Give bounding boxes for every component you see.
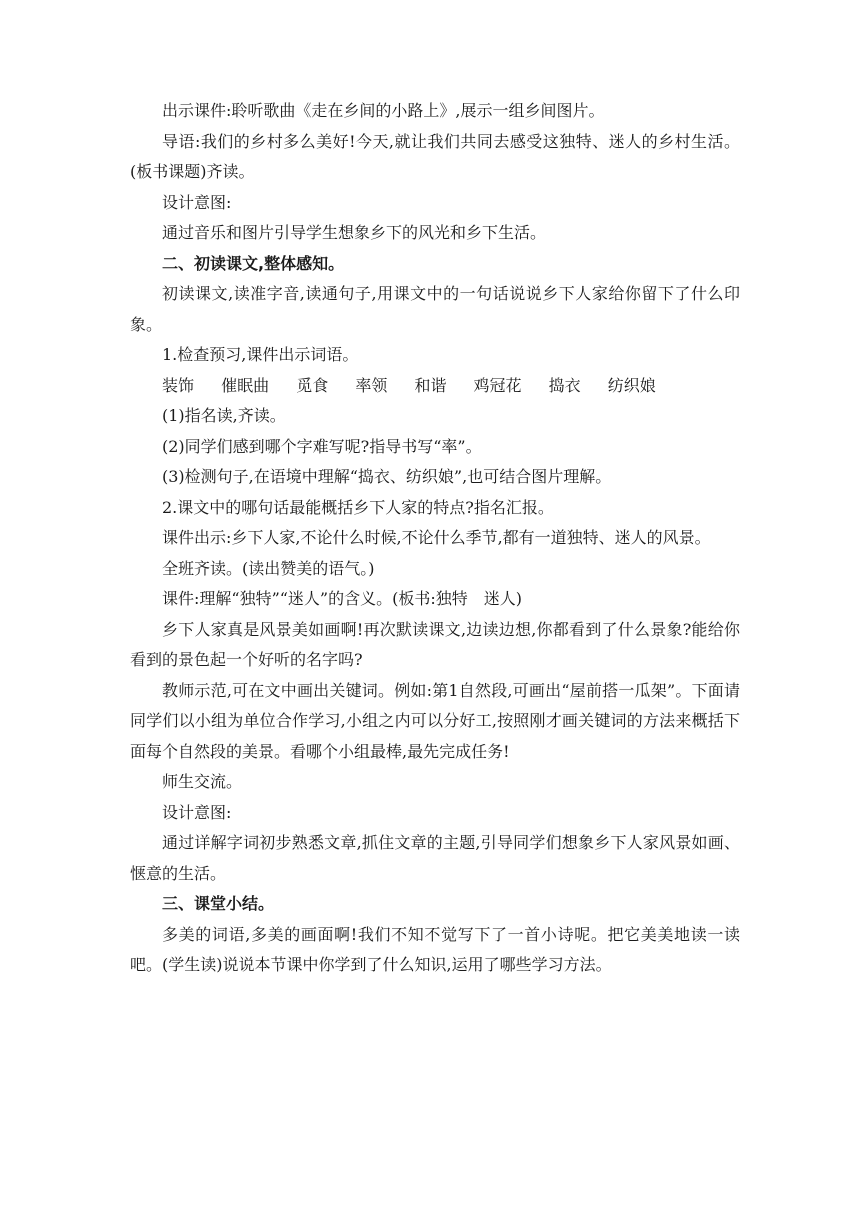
design-intent-label-2: 设计意图:: [162, 802, 232, 822]
lesson-content: [130, 96, 740, 981]
summary-question: 2.课文中的哪句话最能概括乡下人家的特点?指名汇报。: [162, 497, 554, 517]
step-3: (3)检测句子,在语境中理解“捣衣、纺织娘”,也可结合图片理解。: [162, 467, 612, 486]
design-intent-text-2: 通过详解字词初步熟悉文章,抓住文章的主题,引导同学们想象乡下人家风景如画、惬意的生活。: [130, 833, 740, 883]
preview-check-item: 1.检查预习,课件出示词语。: [162, 345, 359, 364]
vocab-word: 和谐: [414, 375, 447, 395]
vocabulary-list: [130, 371, 740, 402]
courseware-paragraph: 出示课件:聆听歌曲《走在乡间的小路上》,展示一组乡间图片。: [162, 101, 605, 120]
intro-paragraph: 导语:我们的乡村多么美好!今天,就让我们共同去感受这独特、迷人的乡村生活。(板书课题)齐读。: [130, 131, 740, 181]
exchange-line: 师生交流。: [162, 772, 243, 791]
scenery-question: 乡下人家真是风景美如画啊!再次默读课文,边读边想,你都看到了什么景象?能给你看到的景色起一个好听的名字吗?: [130, 619, 740, 669]
courseware-quote: 课件出示:乡下人家,不论什么时候,不论什么季节,都有一道独特、迷人的风景。: [162, 528, 711, 547]
meaning-note: 课件:理解“独特”“迷人”的含义。(板书:独特 迷人): [162, 589, 522, 608]
vocab-word: 纺织娘: [607, 375, 656, 395]
design-intent-label: 设计意图:: [162, 192, 232, 212]
conclusion-paragraph: 多美的词语,多美的画面啊!我们不知不觉写下了一首小诗呢。把它美美地读一读吧。(学生读)说说本节课中你学到了什么知识,运用了哪些学习方法。: [130, 924, 740, 974]
vocab-word: 率领: [355, 375, 388, 395]
class-reading: 全班齐读。(读出赞美的语气。): [162, 558, 375, 578]
section-heading-3: 三、课堂小结。: [162, 894, 275, 913]
teacher-demo: 教师示范,可在文中画出关键词。例如:第1自然段,可画出“屋前搭一瓜架”。下面请同学们以小组为单位合作学习,小组之内可以分好工,按照刚才画关键词的方法来概括下面每个自然段的美景。看哪个小组最棒,最先完成任务!: [130, 680, 740, 761]
vocab-word: 装饰: [162, 375, 195, 395]
step-2: (2)同学们感到哪个字难写呢?指导书写“率”。: [162, 436, 482, 456]
vocab-word: 催眠曲: [221, 375, 270, 395]
vocab-word: 捣衣: [548, 375, 581, 395]
section-heading-2: 二、初读课文,整体感知。: [162, 253, 345, 273]
step-1: (1)指名读,齐读。: [162, 406, 286, 425]
design-intent-text: 通过音乐和图片引导学生想象乡下的风光和乡下生活。: [162, 223, 547, 242]
vocab-word: 觅食: [296, 375, 329, 395]
vocab-word: 鸡冠花: [473, 375, 522, 395]
first-reading-paragraph: 初读课文,读准字音,读通句子,用课文中的一句话说说乡下人家给你留下了什么印象。: [130, 284, 740, 334]
